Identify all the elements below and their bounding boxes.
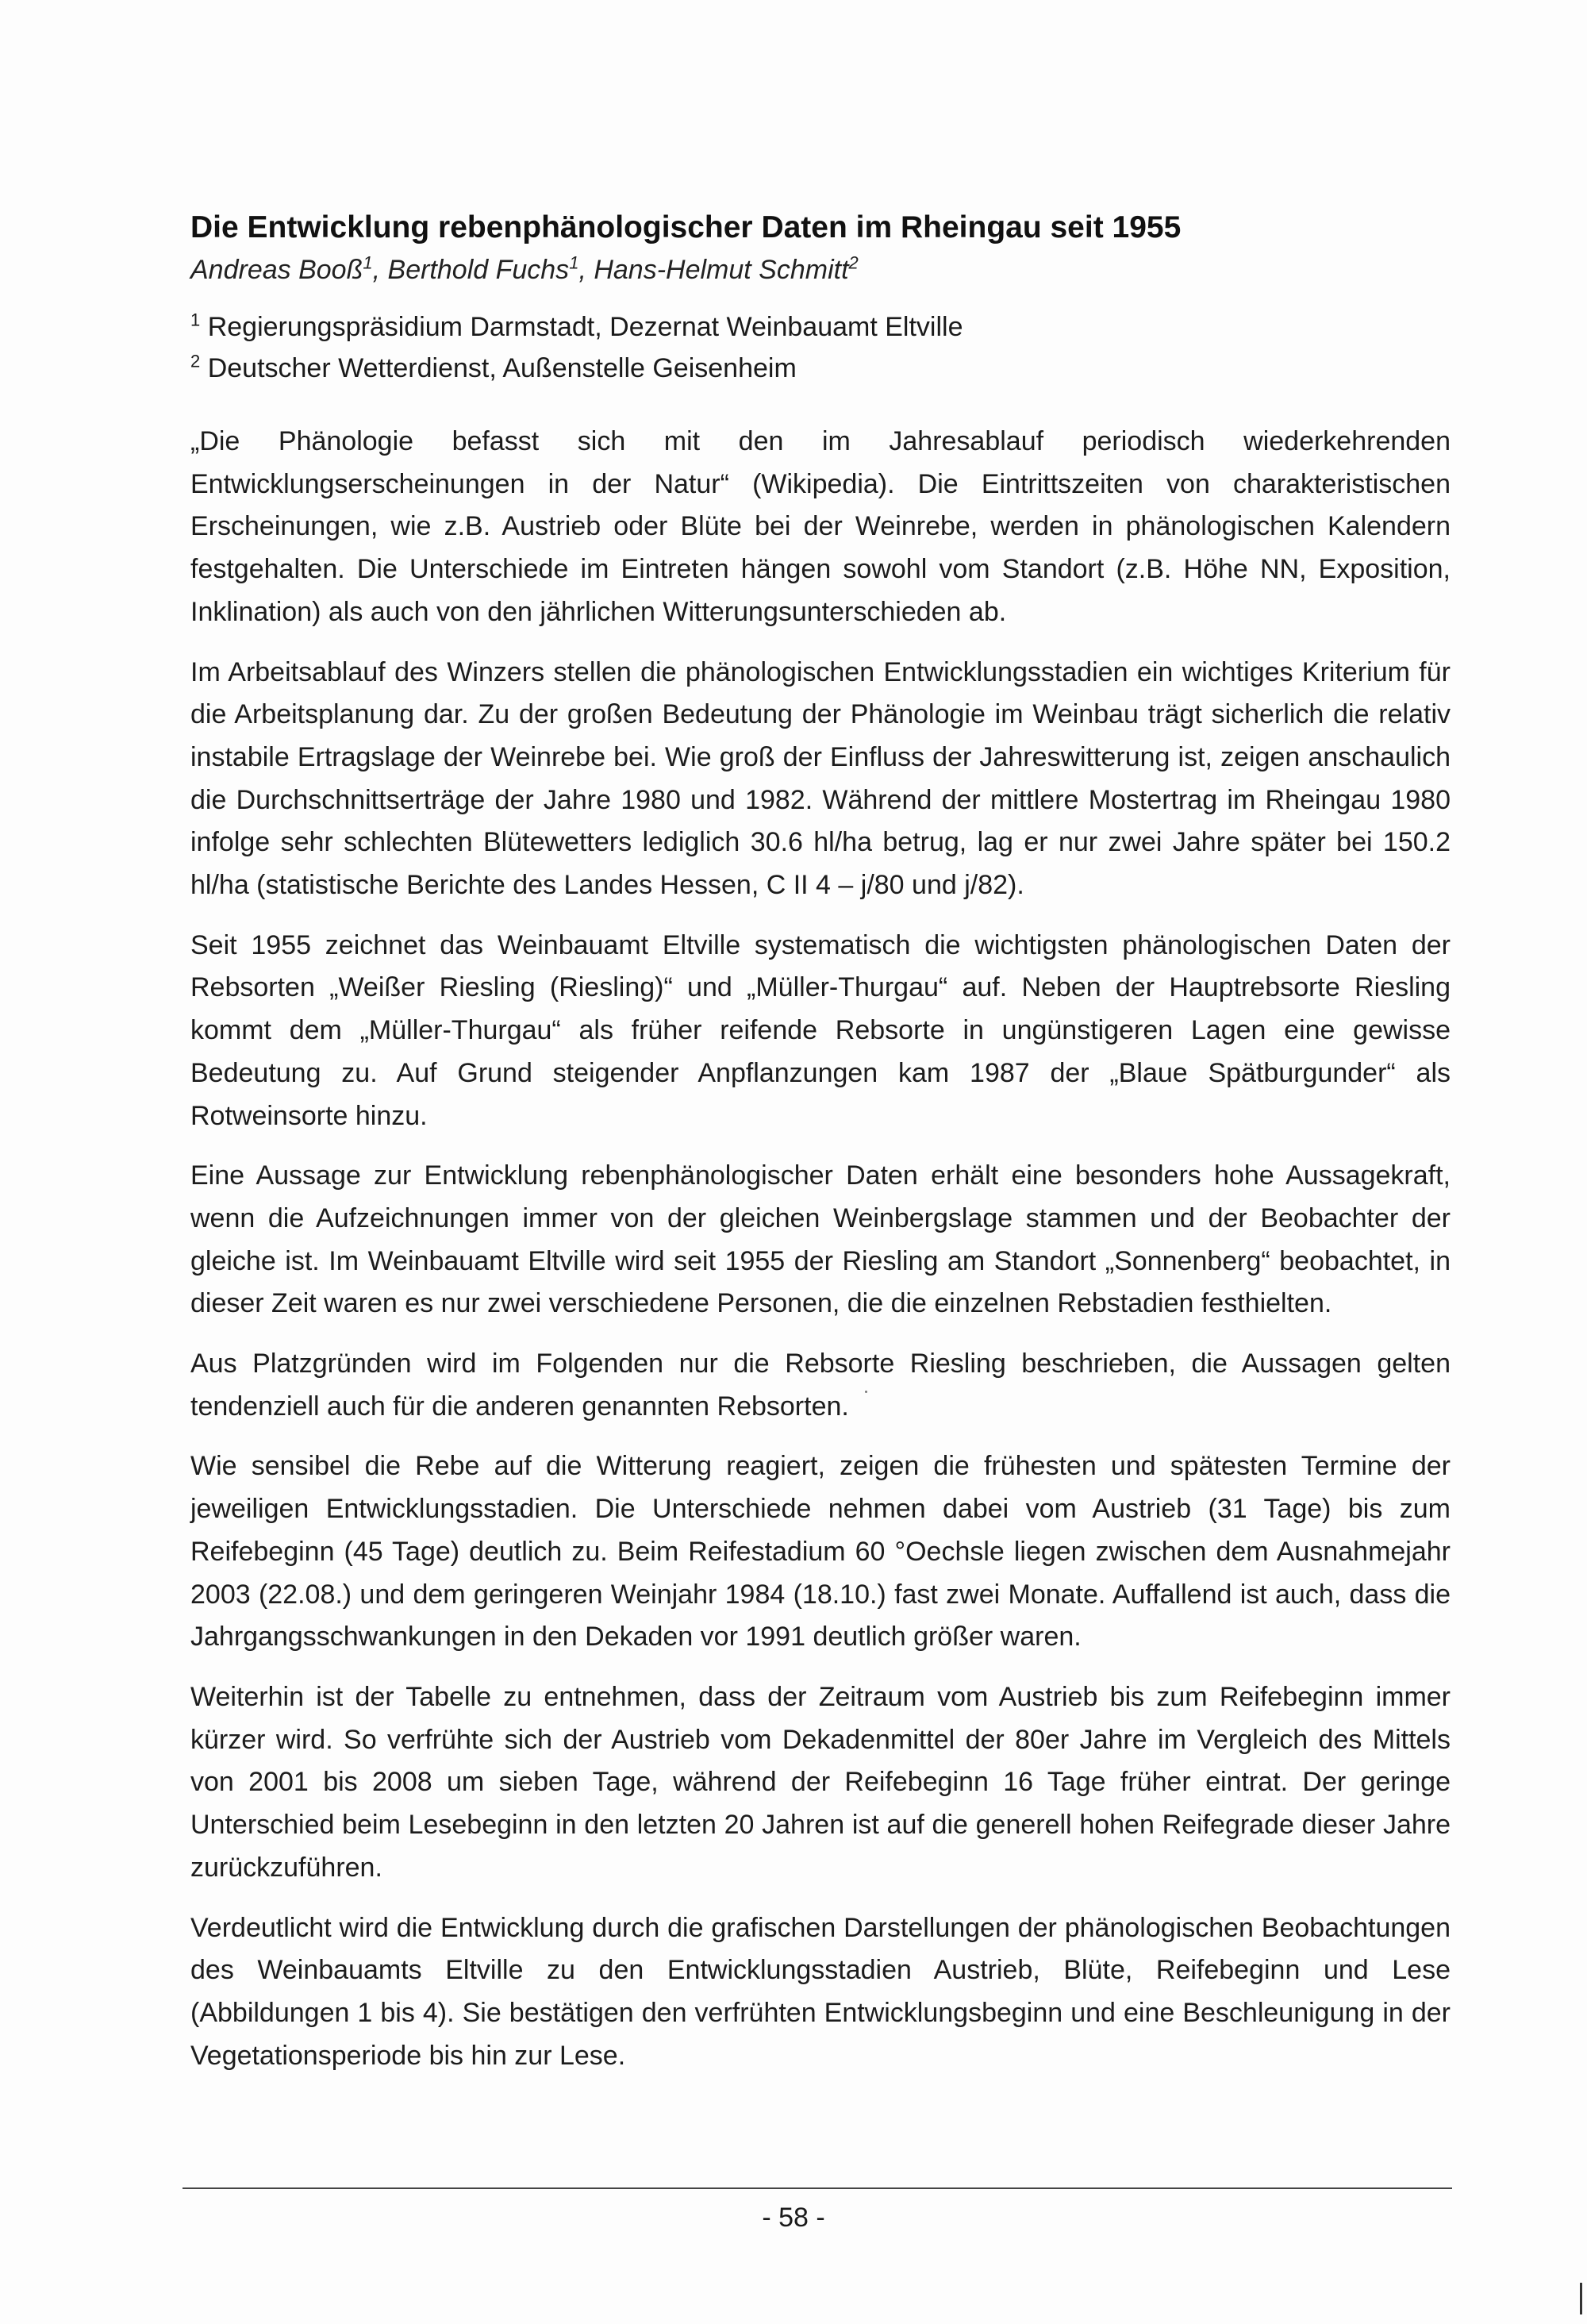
scan-speck xyxy=(865,1391,867,1393)
author-line xyxy=(190,251,1451,289)
paper-page xyxy=(190,208,1451,2077)
author xyxy=(387,252,594,285)
scan-edge-mark xyxy=(1580,2283,1582,2314)
affiliation-text: Deutscher Wetterdienst, Außenstelle Geisenheim xyxy=(207,353,797,383)
affiliations xyxy=(190,306,1451,389)
author-name: Hans-Helmut Schmitt xyxy=(594,255,849,285)
affiliation xyxy=(190,306,1451,348)
author-name: Berthold Fuchs xyxy=(387,255,570,285)
author-affiliation-mark: 1 xyxy=(569,252,579,273)
author xyxy=(594,252,859,285)
body-paragraph: Seit 1955 zeichnet das Weinbauamt Eltville systematisch die wichtigsten phänologischen Daten der Rebsorten „Weißer Riesling (Riesling)“ und „Müller-Thurgau“ auf. Neben der Hauptrebsorte Riesling kommt dem „Müller-Thurgau“ als früher reifende Rebsorte in ungünstigeren Lagen eine gewisse Bedeutung zu. Auf Grund steigender Anpflanzungen kam 1987 der „Blaue Spätburgunder“ als Rotweinsorte hinzu. xyxy=(190,929,1451,1131)
affiliation-number: 1 xyxy=(190,310,201,330)
author xyxy=(190,252,388,285)
affiliation-text: Regierungspräsidium Darmstadt, Dezernat Weinbauamt Eltville xyxy=(207,312,963,342)
body-paragraph: Im Arbeitsablauf des Winzers stellen die phänologischen Entwicklungsstadien ein wichtiges Kriterium für die Arbeitsplanung dar. Zu der großen Bedeutung der Phänologie im Weinbau trägt sicherlich die relativ instabile Ertragslage der Weinrebe bei. Wie groß der Einfluss der Jahreswitterung ist, zeigen anschaulich die Durchschnittserträge der Jahre 1980 und 1982. Während der mittlere Mostertrag im Rheingau 1980 infolge sehr schlechten Blütewetters lediglich 30.6 hl/ha betrug, lag er nur zwei Jahre später bei 150.2 hl/ha (statistische Berichte des Landes Hessen, C II 4 – j/80 und j/82). xyxy=(190,656,1451,901)
footer-divider xyxy=(183,2187,1452,2189)
author-affiliation-mark: 1 xyxy=(363,252,373,273)
body-paragraph: Aus Platzgründen wird im Folgenden nur die Rebsorte Riesling beschrieben, die Aussagen gelten tendenziell auch für die anderen genannten Rebsorten. xyxy=(190,1349,1451,1422)
affiliation-number: 2 xyxy=(190,351,201,371)
body-paragraph: Wie sensibel die Rebe auf die Witterung reagiert, zeigen die frühesten und spätesten Termine der jeweiligen Entwicklungsstadien. Die Unterschiede nehmen dabei vom Austrieb (31 Tage) bis zum Reifebeginn (45 Tage) deutlich zu. Beim Reifestadium 60 °Oechsle liegen zwischen dem Ausnahmejahr 2003 (22.08.) und dem geringeren Weinjahr 1984 (18.10.) fast zwei Monate. Auffallend ist auch, dass die Jahrgangsschwankungen in den Dekaden vor 1991 deutlich größer waren. xyxy=(190,1451,1451,1653)
author-name: Andreas Booß xyxy=(190,255,363,285)
body-paragraph: Weiterhin ist der Tabelle zu entnehmen, dass der Zeitraum vom Austrieb bis zum Reifebeginn immer kürzer wird. So verfrühte sich der Austrieb vom Dekadenmittel der 80er Jahre im Vergleich des Mittels von 2001 bis 2008 um sieben Tage, während der Reifebeginn 16 Tage früher eintrat. Der geringe Unterschied beim Lesebeginn in den letzten 20 Jahren ist auf die generell hohen Reifegrade dieser Jahre zurückzuführen. xyxy=(190,1681,1451,1883)
body-paragraph: Verdeutlicht wird die Entwicklung durch die grafischen Darstellungen der phänologischen Beobachtungen des Weinbauamts Eltville zu den Entwicklungsstadien Austrieb, Blüte, Reifebeginn und Lese (Abbildungen 1 bis 4). Sie bestätigen den verfrühten Entwicklungsbeginn und eine Beschleunigung in der Vegetationsperiode bis hin zur Lese. xyxy=(190,1912,1451,2071)
paper-title: Die Entwicklung rebenphänologischer Daten im Rheingau seit 1955 xyxy=(190,210,1182,244)
body-paragraph: Eine Aussage zur Entwicklung rebenphänologischer Daten erhält eine besonders hohe Aussagekraft, wenn die Aufzeichnungen immer von der gleichen Weinbergslage stammen und der Beobachter der gleiche ist. Im Weinbauamt Eltville wird seit 1955 der Riesling am Standort „Sonnenberg“ beobachtet, in dieser Zeit waren es nur zwei verschiedene Personen, die die einzelnen Rebstadien festhielten. xyxy=(190,1160,1451,1319)
author-separator: , xyxy=(578,255,594,285)
author-affiliation-mark: 2 xyxy=(848,252,859,273)
author-separator: , xyxy=(372,255,388,285)
body-paragraph: „Die Phänologie befasst sich mit den im Jahresablauf periodisch wiederkehrenden Entwicklungserscheinungen in der Natur“ (Wikipedia). Die Eintrittszeiten von charakteristischen Erscheinungen, wie z.B. Austrieb oder Blüte bei der Weinrebe, werden in phänologischen Kalendern festgehalten. Die Unterschiede im Eintreten hängen sowohl vom Standort (z.B. Höhe NN, Exposition, Inklination) als auch von den jährlichen Witterungsunterschieden ab. xyxy=(190,426,1451,627)
affiliation xyxy=(190,348,1451,389)
page-number: - 58 - xyxy=(762,2203,825,2233)
